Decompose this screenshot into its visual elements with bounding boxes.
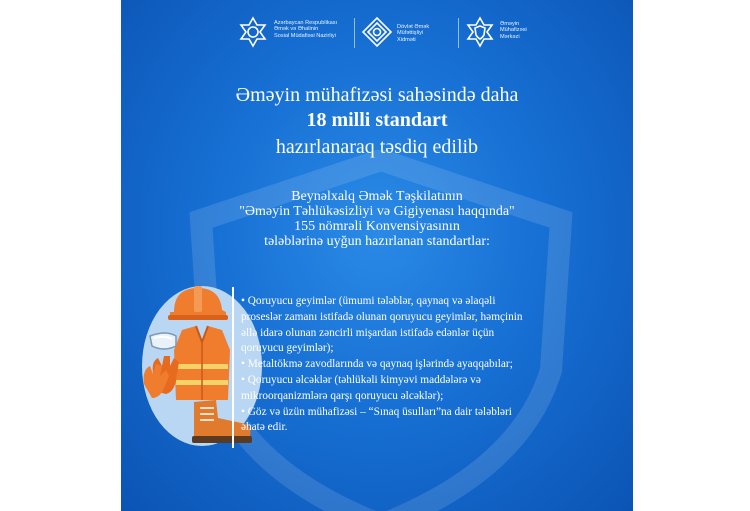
title-line-3: hazırlanaraq təsdiq edilib — [275, 136, 479, 158]
title-line-1: Əməyin mühafizəsi sahəsində daha — [235, 84, 519, 106]
logo-separator — [354, 18, 355, 48]
content-divider — [232, 287, 234, 448]
standards-list — [241, 294, 621, 436]
ministry-logo-text: Azərbaycan Respublikası Əmək və Əhalinin Sosial Müdafiəsi Nazirliyi — [274, 20, 338, 39]
poster — [121, 0, 633, 511]
inspection-logo-text: Dövlət Əmək Müfəttişliyi Xidməti — [397, 24, 430, 43]
title-line-2: 18 milli standart — [306, 109, 448, 131]
subtitle-line-1: Beynəlxalq Əmək Təşkilatının — [291, 189, 463, 204]
list-item: • Metaltökmə zavodlarında və qaynaq işlərində ayaqqabılar; — [241, 358, 513, 371]
list-item: • Qoruyucu əlcəklər (təhlükəli kimyəvi maddələrə və mikroorqanizmlərə qarşı qoruyucu əlcəklər); — [241, 373, 481, 402]
center-emblem-icon — [464, 16, 496, 48]
list-item: • Göz və üzün mühafizəsi – “Sınaq üsulları”na dair tələbləri əhatə edir. — [241, 405, 512, 434]
header-logos — [121, 14, 633, 54]
inspection-emblem-icon — [361, 16, 393, 48]
logo-separator — [458, 18, 459, 48]
center-logo-text: Əməyin Mühafizəsi Mərkəzi — [500, 21, 527, 40]
subtitle-line-3: 155 nömrəli Konvensiyasının — [294, 219, 460, 234]
subtitle-line-4: tələblərinə uyğun hazırlanan standartlar: — [264, 234, 490, 249]
ministry-logo — [237, 14, 352, 52]
list-item: • Qoruyucu geyimlər (ümumi tələblər, qaynaq və əlaqəli proseslər zamanı istifadə olunan qoruyucu geyimlər, həmçinin əllə idarə olunan zəncirli mişardan istifadə edənlər üçün qoruyucu geyimlər); — [241, 295, 523, 355]
inspection-logo — [361, 14, 456, 52]
ministry-emblem-icon — [237, 16, 269, 48]
safety-goggles-icon — [150, 333, 176, 349]
labor-protection-center-logo — [464, 14, 544, 52]
subtitle-line-2: "Əməyin Təhlükəsizliyi və Gigiyenası haqqında" — [239, 204, 515, 219]
